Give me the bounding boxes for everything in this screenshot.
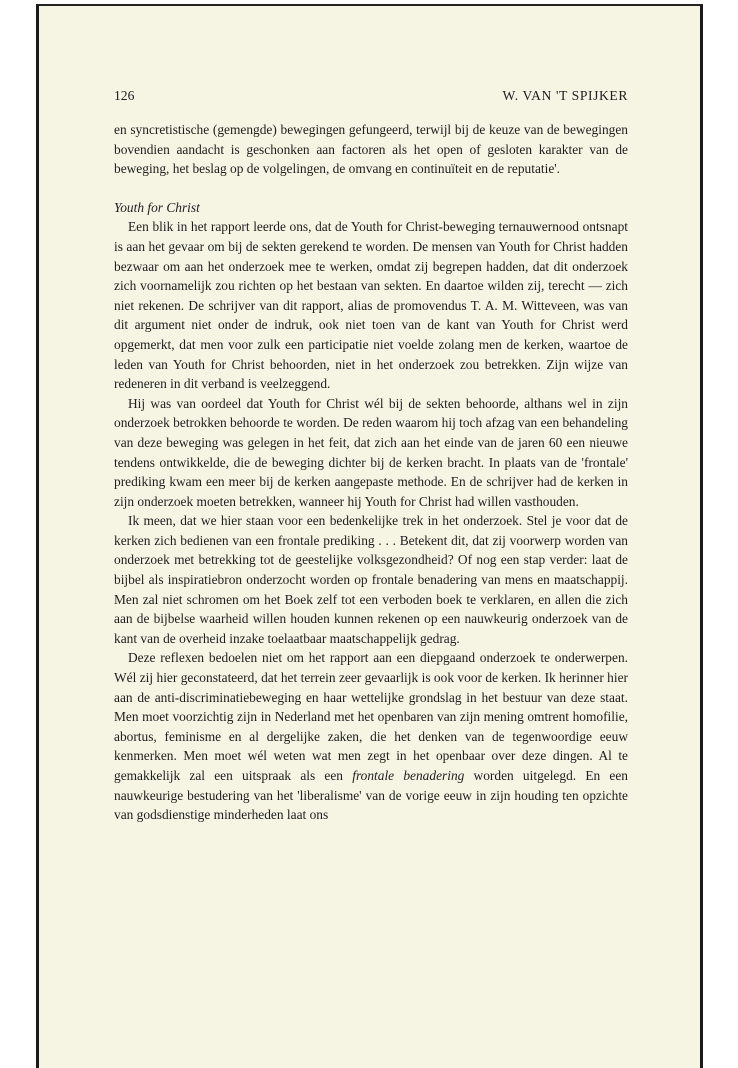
- body-text: [114, 120, 628, 825]
- paragraph: Ik meen, dat we hier staan voor een bedenkelijke trek in het onderzoek. Stel je voor dat de kerken zich bedienen van een frontale prediking . . . Betekent dit, dat zij voorwerp worden van onderzoek met betrekking tot de geestelijke volksgezondheid? Of nog een stap verder: laat de bijbel als inspiratiebron onderzocht worden op frontale benadering van mens en maatschappij. Men zal niet schromen om het Boek zelf tot een verboden boek te verklaren, en allen die zich aan de bijbelse waarheid willen houden kunnen rekenen op een nauwkeurig onderzoek van de kant van de overheid inzake toelaatbaar maatschappelijk gedrag.: [114, 513, 628, 646]
- paragraph: Een blik in het rapport leerde ons, dat de Youth for Christ-beweging ternauwernood ontsnapt is aan het gevaar om bij de sekten gerekend te worden. De mensen van Youth for Christ hadden bezwaar om aan het onderzoek mee te werken, omdat zij begrepen hadden, dat dit onderzoek zich voornamelijk zou richten op het bestaan van sekten. En daartoe wilden zij, terecht — zich niet rekenen. De schrijver van dit rapport, alias de promovendus T. A. M. Witteveen, was van dit argument niet onder de indruk, ook niet toen van de kant van Youth for Christ werd opgemerkt, dat men voor zulk een participatie niet voelde zolang men de kerken, waartoe de leden van Youth for Christ behoorden, niet in het onderzoek zou betrekken. Zijn wijze van redeneren in dit verband is veelzeggend.: [114, 219, 628, 392]
- paragraph: Hij was van oordeel dat Youth for Christ wél bij de sekten behoorde, althans wel in zijn onderzoek betrokken behoorde te worden. De reden waarom hij toch afzag van een behandeling van deze beweging was gelegen in het feit, dat zich aan het einde van de jaren 60 een nieuwe tendens ontwikkelde, die de beweging dichter bij de kerken bracht. In plaats van de 'frontale' prediking kwam een meer bij de kerken aangepaste methode. En de schrijver had de kerken in zijn onderzoek moeten betrekken, wanneer hij Youth for Christ had willen vasthouden.: [114, 395, 628, 509]
- emphasis-text: frontale benadering: [352, 768, 465, 783]
- page-number: 126: [114, 88, 135, 103]
- paragraph: [114, 648, 628, 824]
- running-head: W. VAN 'T SPIJKER: [502, 88, 628, 103]
- intro-paragraph: en syncretistische (gemengde) bewegingen gefungeerd, terwijl bij de keuze van de bewegingen bovendien aandacht is geschonken aan factoren als het open of gesloten karakter van de beweging, het beslag op de volgelingen, de omvang en continuïteit en de reputatie'.: [114, 122, 628, 177]
- paragraph-text: Deze reflexen bedoelen niet om het rapport aan een diepgaand onderzoek te onderwerpen. Wél zij hier geconstateerd, dat het terrein zeer gevaarlijk is ook voor de kerken. Ik herinner hier aan de anti-discriminatiebeweging en haar wettelijke grondslag in het bestuur van deze staat. Men moet voorzichtig zijn in Nederland met het openbaren van zijn mening omtrent homofilie, abortus, feminisme en al dergelijke zaken, die het denken van de tegenwoordige eeuw kenmerken. Men moet wél weten wat men zegt in het openbaar over deze dingen. Al te gemakkelijk zal een uitspraak als een: [114, 650, 628, 783]
- paragraph-text: worden uitgelegd. En een nauwkeurige bestudering van het 'liberalisme' van de vorige eeuw in zijn houding ten opzichte van godsdienstige minderheden laat ons: [114, 768, 628, 823]
- section-heading: Youth for Christ: [114, 199, 200, 215]
